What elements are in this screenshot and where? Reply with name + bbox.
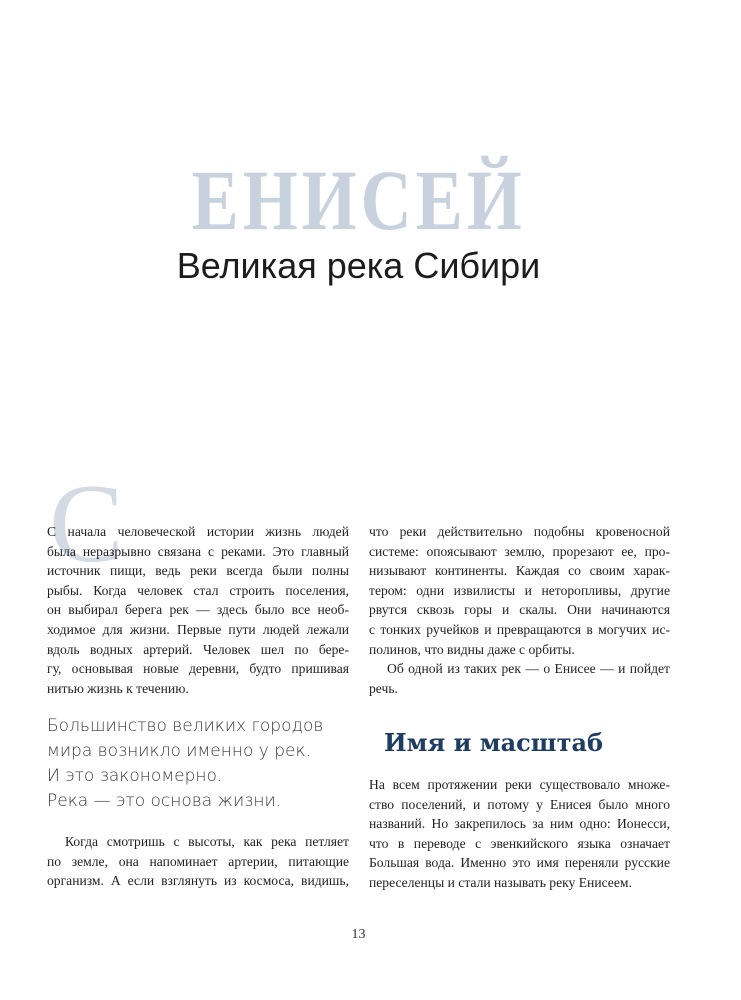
- text-line: На всем протяжении реки существовало множе-: [369, 777, 670, 792]
- text-line: по земле, она напоминает артерии, питающие: [47, 853, 349, 869]
- text-line: источник пищи, ведь реки всегда были полны: [47, 563, 349, 579]
- page-number: 13: [351, 927, 366, 942]
- right-paragraph-3: [369, 775, 670, 893]
- text-line: переселенцы и стали называть реку Енисеем.: [369, 874, 632, 890]
- left-paragraph-1: [47, 522, 349, 698]
- text-line: названий. Но закрепилось за ним одно: Ионесси,: [369, 816, 670, 832]
- text-line: Когда смотришь с высоты, как река петляет: [65, 834, 349, 849]
- pull-quote-line: И это закономерно.: [47, 766, 223, 786]
- right-paragraphs-1-2: [369, 522, 670, 698]
- pull-quote-line: Большинство великих городов: [47, 716, 324, 736]
- text-line: речь.: [369, 680, 398, 696]
- pull-quote: [47, 714, 349, 814]
- text-line: что в переводе с эвенкийского языка означает: [369, 835, 670, 851]
- text-line: что реки действительно подобны кровеносной: [369, 524, 670, 539]
- pull-quote-line: мира возникло именно у рек.: [47, 741, 311, 761]
- text-line: была неразрывно связана с реками. Это главный: [47, 543, 349, 559]
- page-number-container: [47, 925, 670, 945]
- page-subtitle: Великая река Сибири: [176, 245, 541, 286]
- text-line: ходимое для жизни. Первые пути людей лежали: [47, 621, 349, 637]
- text-line: С начала человеческой истории жизнь людей: [47, 524, 349, 539]
- subtitle-container: [47, 245, 670, 287]
- text-line: гу, основывая новые деревни, будто пришивая: [47, 661, 349, 677]
- title-container: [47, 152, 670, 248]
- text-line: рыбы. Когда человек стал строить поселения,: [47, 582, 349, 598]
- text-line: ство поселений, и потому у Енисея было много: [369, 796, 670, 812]
- text-line: тером: одни извилисты и неторопливы, другие: [369, 582, 670, 598]
- text-line: системе: опоясывают землю, прорезают ее, про-: [369, 543, 670, 559]
- drop-cap-letter: С: [49, 462, 124, 586]
- page-title: ЕНИСЕЙ: [191, 152, 526, 248]
- text-line: Об одной из таких рек — о Енисее — и пойдет: [387, 661, 670, 677]
- section-heading: Имя и масштаб: [384, 728, 603, 757]
- text-line: полинов, что видны даже с орбиты.: [369, 641, 575, 657]
- text-line: нитью жизнь к течению.: [47, 680, 189, 696]
- text-line: низывают континенты. Каждая со своим харак-: [369, 563, 670, 579]
- text-line: рвутся сквозь горы и скалы. Они начинаются: [369, 602, 670, 618]
- text-line: с тонких ручейков и превращаются в могучих ис-: [369, 621, 670, 637]
- pull-quote-line: Река — это основа жизни.: [47, 791, 282, 811]
- text-line: вдоль водных артерий. Человек шел по бере-: [47, 641, 349, 657]
- text-line: организм. А если взглянуть из космоса, видишь,: [47, 873, 349, 889]
- left-paragraph-2: [47, 832, 349, 891]
- text-line: Большая вода. Именно это имя переняли русские: [369, 855, 670, 871]
- text-line: он выбирал берега рек — здесь было все необ-: [47, 602, 349, 618]
